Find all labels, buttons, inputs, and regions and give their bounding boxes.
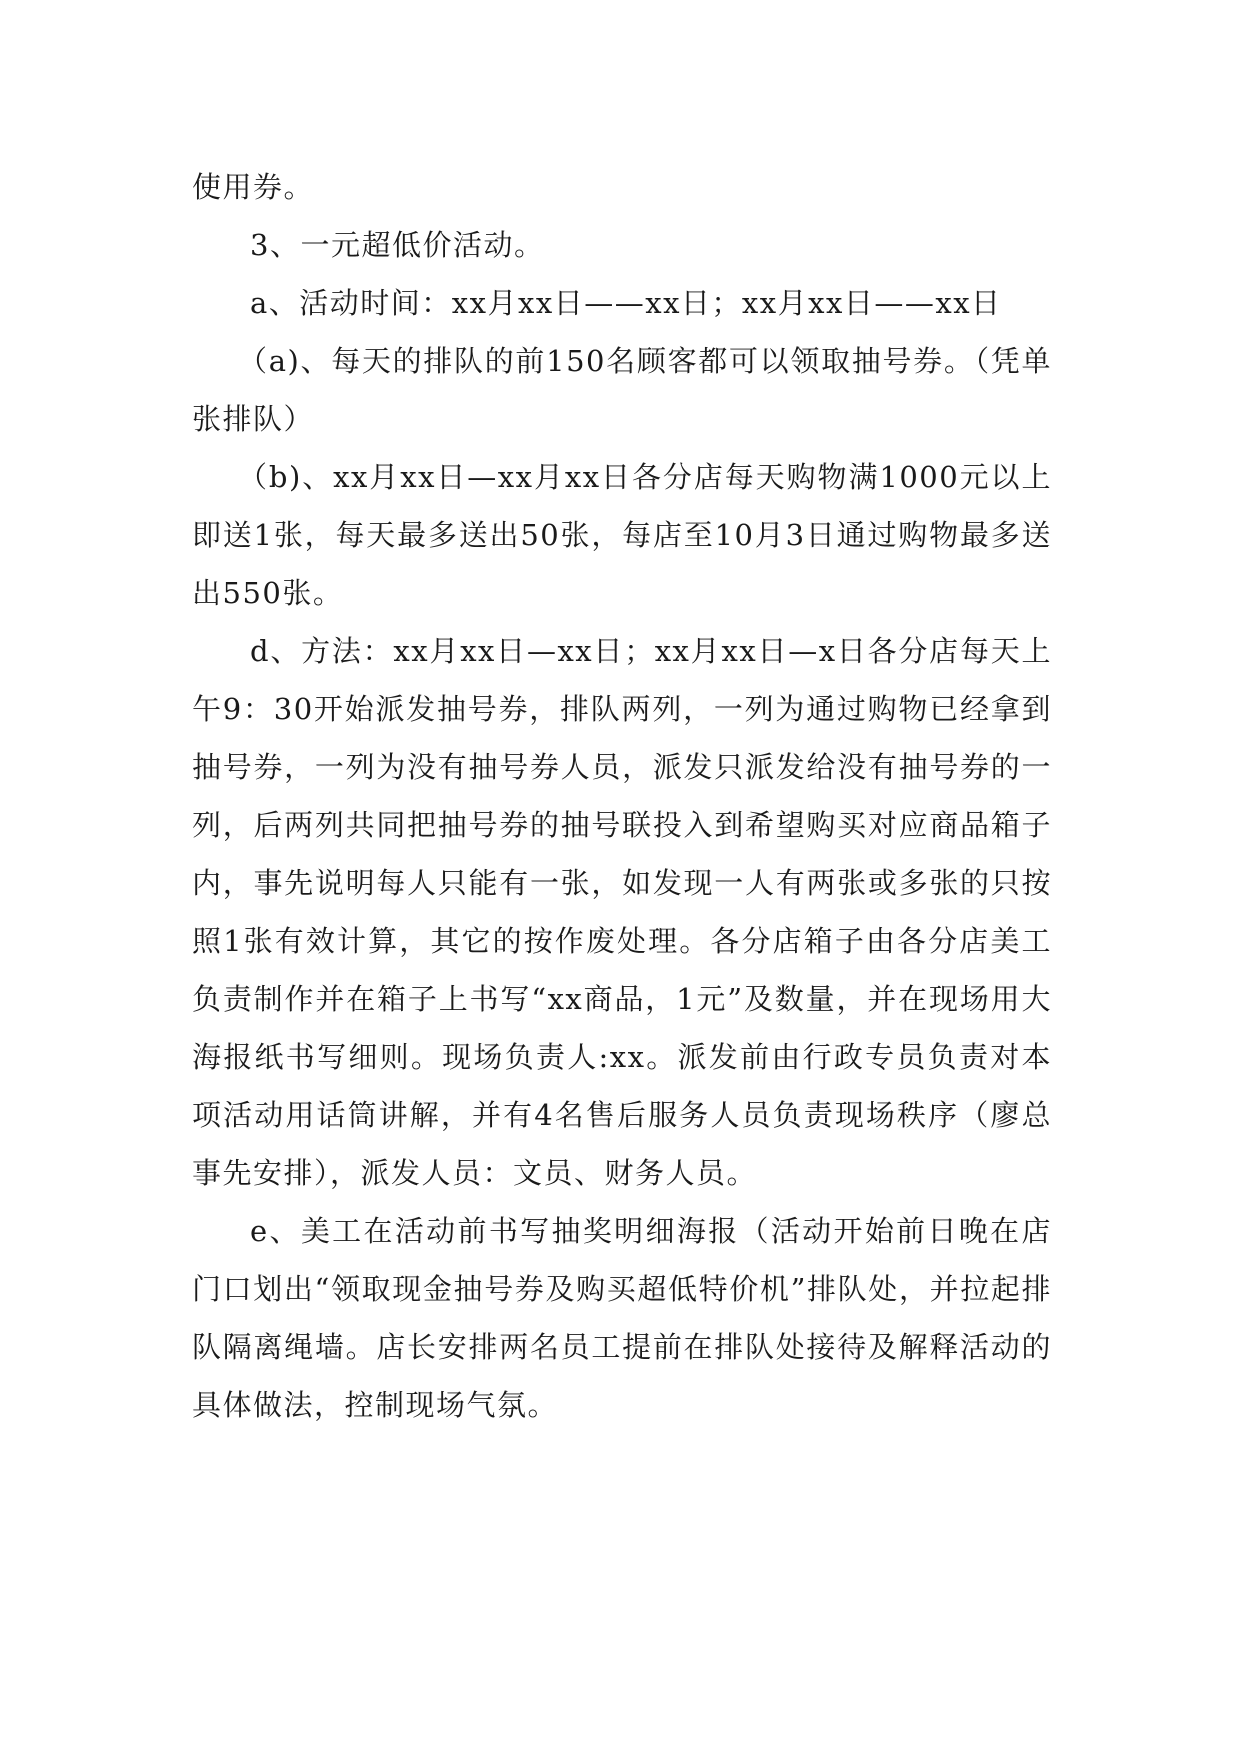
paragraph-item-b: （b)、xx月xx日—xx月xx日各分店每天购物满1000元以上即送1张，每天最多送出50张，每店至10月3日通过购物最多送出550张。 [192,460,1052,610]
paragraph-section-heading: 3、一元超低价活动。 [250,228,545,262]
document-body [192,158,1052,1434]
paragraph-activity-time: a、活动时间：xx月xx日——xx日；xx月xx日——xx日 [250,286,1002,320]
paragraph-item-a: （a)、每天的排队的前150名顾客都可以领取抽号券。（凭单张排队） [192,344,1052,436]
paragraph-continuation: 使用券。 [192,170,315,204]
paragraph-method: d、方法：xx月xx日—xx日；xx月xx日—x日各分店每天上午9：30开始派发抽号券，排队两列，一列为通过购物已经拿到抽号券，一列为没有抽号券人员，派发只派发给没有抽号券的一列，后两列共同把抽号券的抽号联投入到希望购买对应商品箱子内，事先说明每人只能有一张，如发现一人有两张或多张的只按照1张有效计算，其它的按作废处理。各分店箱子由各分店美工负责制作并在箱子上书写“xx商品，1元”及数量，并在现场用大海报纸书写细则。现场负责人:xx。派发前由行政专员负责对本项活动用话筒讲解，并有4名售后服务人员负责现场秩序（廖总事先安排），派发人员：文员、财务人员。 [192,634,1052,1190]
paragraph-art-preparation: e、美工在活动前书写抽奖明细海报（活动开始前日晚在店门口划出“领取现金抽号券及购买超低特价机”排队处，并拉起排队隔离绳墙。店长安排两名员工提前在排队处接待及解释活动的具体做法，控制现场气氛。 [192,1214,1052,1422]
